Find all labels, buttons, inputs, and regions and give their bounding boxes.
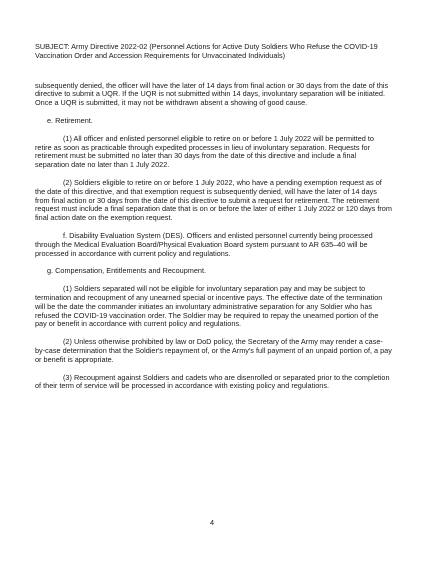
paragraph-compensation-2: (2) Unless otherwise prohibited by law or DoD policy, the Secretary of the Army may render a case-by-case determination that the Soldier's repayment of, or the Army's full payment of an unpaid portion of, a pay or benefit is appropriate. (35, 337, 392, 364)
section-heading-retirement: e. Retirement. (47, 115, 93, 125)
subject-line: SUBJECT: Army Directive 2022-02 (Personnel Actions for Active Duty Soldiers Who Refuse the COVID-19 Vaccination Order and Accession Requirements for Unvaccinated Individuals) (35, 42, 378, 60)
paragraph-uqr-continuation: subsequently denied, the officer will have the later of 14 days from final action or 30 days from the date of this directive to submit a UQR. If the UQR is not submitted within 14 days, involuntary separation will be initiated. Once a UQR is submitted, it may not be withdrawn absent a showing of good cause. (35, 80, 389, 108)
paragraph-retirement-2: (2) Soldiers eligible to retire on or before 1 July 2022, who have a pending exemption request as of the date of this directive, and that exemption request is subsequently denied, will have the later of 14 days from final action or 30 days from the date of this directive to submit a request for retirement. The retirement request must include a final separation date that is on or before the later of either 1 July 2022 or 120 days from final action date on the exemption request. (35, 177, 392, 223)
section-heading-compensation: g. Compensation, Entitlements and Recoupment. (47, 266, 206, 276)
paragraph-disability-evaluation: f. Disability Evaluation System (DES). Officers and enlisted personnel currently being processed through the Medical Evaluation Board/Physical Evaluation Board system pursuant to AR 635–40 will be processed in accordance with current policy and regulations. (35, 230, 373, 258)
paragraph-retirement-1: (1) All officer and enlisted personnel eligible to retire on or before 1 July 2022 will be permitted to retire as soon as practicable through expedited processes in lieu of involuntary separation. Requests for retirement must be submitted no later than 30 days from the date of this directive and include a final separation date no later than 1 July 2022. (35, 133, 374, 170)
paragraph-compensation-1: (1) Soldiers separated will not be eligible for involuntary separation pay and may be subject to termination and recoupment of any unearned special or incentive pays. The effective date of the termination will be the date the commander initiates an involuntary administrative separation for any Soldier who has refused the COVID-19 vaccination order. The Soldier may be required to repay the unearned portion of the pay or benefit in accordance with current policy and regulations. (35, 284, 383, 329)
paragraph-compensation-3: (3) Recoupment against Soldiers and cadets who are disenrolled or separated prior to the completion of their term of service will be processed in accordance with existing policy and regulations. (35, 372, 390, 391)
page-number: 4 (209, 518, 215, 527)
